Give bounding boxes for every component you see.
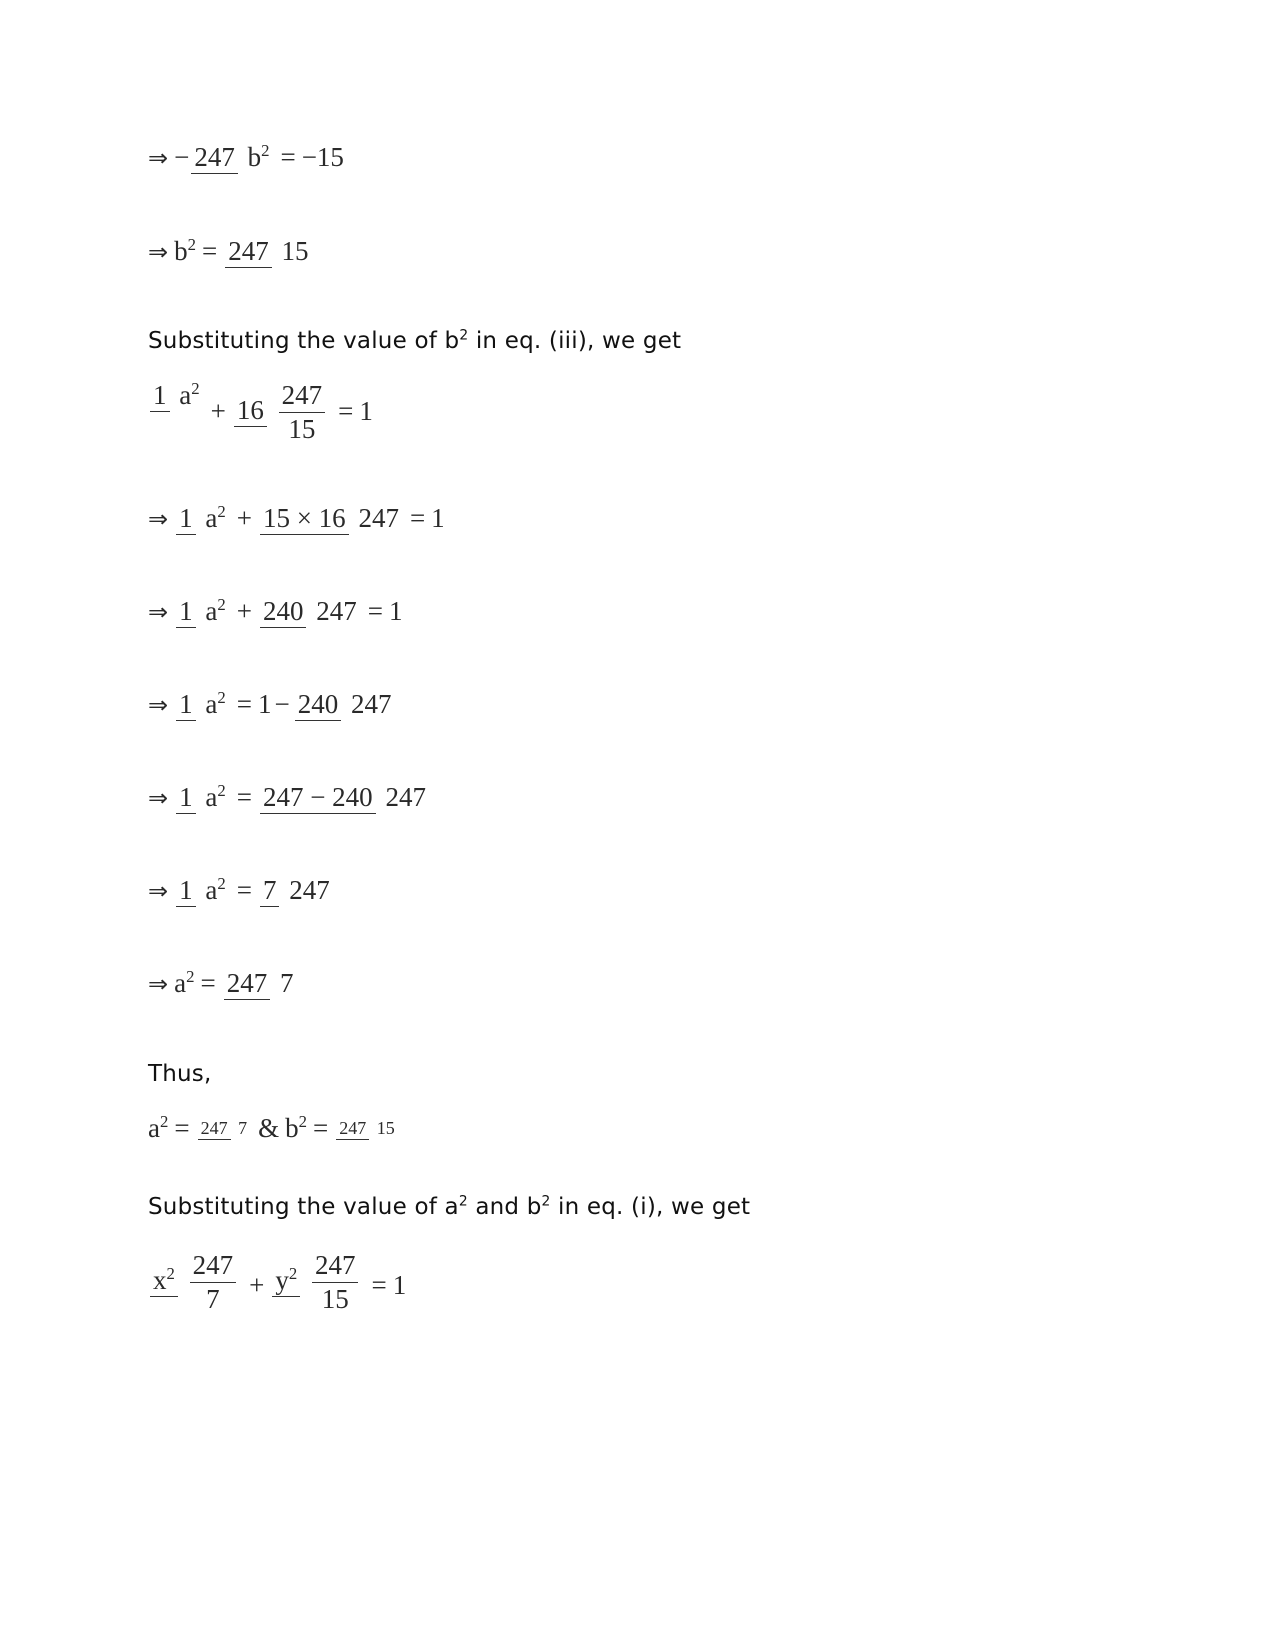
equals-sign: = (236, 782, 252, 813)
plus-sign: + (236, 596, 252, 627)
implies-symbol: ⇒ (148, 690, 169, 719)
denominator: 247 (316, 596, 357, 626)
denominator: 247 (358, 503, 399, 533)
compound-fraction (272, 1250, 363, 1315)
implies-symbol: ⇒ (148, 237, 169, 266)
numerator: 247 (191, 142, 238, 174)
denominator: $a^2$ (179, 379, 200, 410)
implies-symbol: ⇒ (148, 969, 169, 998)
variable: $b^2$ (174, 235, 196, 267)
equation-line-7 (148, 782, 431, 813)
fraction (176, 875, 229, 906)
equation-line-9 (148, 968, 298, 999)
fraction (260, 503, 402, 534)
equals-sign: = (409, 503, 426, 534)
denominator: 247 (289, 875, 330, 905)
equation-line-2 (148, 236, 313, 267)
fraction (150, 380, 203, 411)
fraction (260, 875, 333, 906)
numerator: 247 (336, 1118, 369, 1140)
rhs-value: −15 (301, 142, 344, 173)
paragraph-thus: Thus, (148, 1061, 212, 1087)
fraction (191, 142, 272, 173)
one-value: 1 (257, 689, 272, 720)
fraction (336, 1118, 398, 1139)
denominator: 247 (385, 782, 426, 812)
plus-sign: + (210, 396, 226, 426)
numerator: 247 (224, 968, 271, 1000)
denominator: $a^2$ (205, 874, 226, 905)
implies-symbol: ⇒ (148, 597, 169, 626)
rhs-value: 1 (431, 503, 445, 534)
inner-numerator: 247 (279, 380, 326, 413)
implies-symbol: ⇒ (148, 783, 169, 812)
denominator: $b^2$ (247, 141, 270, 172)
equation-line-4 (148, 503, 445, 534)
denominator: 247 (350, 689, 392, 719)
paragraph-substituting-b2: Substituting the value of $b^2$ in eq. (iii), we get (148, 327, 682, 354)
inner-fraction (190, 1250, 237, 1315)
rhs-value: 1 (359, 396, 373, 426)
equals-sign: = (200, 968, 216, 999)
numerator: $y^2$ (272, 1265, 300, 1297)
inner-denominator: 15 (288, 414, 316, 445)
denominator: $a^2$ (205, 595, 226, 626)
denominator (307, 1250, 364, 1315)
fraction (176, 689, 229, 720)
numerator: 247 − 240 (260, 782, 376, 814)
numerator: 1 (176, 689, 196, 721)
plus-sign: + (249, 1270, 265, 1300)
equation-line-3 (148, 380, 373, 445)
equals-sign: = (371, 1270, 387, 1300)
numerator: 1 (176, 875, 196, 907)
numerator: 1 (176, 503, 196, 535)
fraction (224, 968, 297, 999)
fraction (260, 596, 360, 627)
inner-numerator: 247 (312, 1250, 359, 1283)
denominator: $a^2$ (205, 502, 226, 533)
compound-fraction (150, 1250, 241, 1315)
implies-symbol: ⇒ (148, 143, 169, 172)
numerator: 240 (295, 689, 342, 721)
inner-denominator: 7 (206, 1284, 220, 1315)
rhs-value: 1 (388, 596, 403, 627)
equals-sign: = (201, 236, 218, 267)
denominator: 15 (376, 1118, 395, 1138)
equation-line-6 (148, 689, 396, 720)
inner-numerator: 247 (190, 1250, 237, 1283)
numerator: $x^2$ (150, 1265, 178, 1297)
numerator: 1 (176, 596, 196, 628)
denominator (185, 1250, 242, 1315)
equals-sign: = (280, 142, 296, 173)
paragraph-substituting-a2-b2: Substituting the value of $a^2$ and $b^2$ in eq. (i), we get (148, 1193, 751, 1220)
equation-line-1 (148, 142, 344, 173)
numerator: 247 (198, 1118, 231, 1140)
fraction (176, 782, 229, 813)
denominator: 7 (238, 1118, 248, 1138)
fraction (176, 503, 229, 534)
numerator: 247 (225, 236, 272, 268)
equals-sign: = (174, 1113, 190, 1143)
numerator: 16 (234, 395, 267, 427)
ampersand: & (258, 1113, 280, 1143)
minus-sign: − (174, 142, 190, 173)
equals-sign: = (236, 689, 252, 720)
implies-symbol: ⇒ (148, 876, 169, 905)
compound-fraction (234, 380, 330, 445)
variable-b2: $b^2$ (285, 1112, 307, 1143)
numerator: 240 (260, 596, 307, 628)
denominator (274, 380, 331, 445)
equation-line-10 (148, 1113, 400, 1144)
equation-line-5 (148, 596, 402, 627)
variable-a2: $a^2$ (148, 1112, 169, 1143)
equals-sign: = (312, 1113, 329, 1143)
fraction (260, 782, 429, 813)
denominator: 7 (279, 968, 294, 998)
numerator: 7 (260, 875, 280, 907)
denominator: 15 (281, 236, 309, 266)
fraction (176, 596, 229, 627)
denominator: $a^2$ (205, 781, 226, 812)
fraction (198, 1118, 251, 1139)
equals-sign: = (236, 875, 252, 906)
equation-line-8 (148, 875, 335, 906)
plus-sign: + (236, 503, 252, 534)
inner-fraction (279, 380, 326, 445)
inner-fraction (312, 1250, 359, 1315)
denominator: $a^2$ (205, 688, 226, 719)
minus-sign: − (274, 689, 290, 720)
equation-line-11 (148, 1250, 406, 1315)
variable: $a^2$ (174, 967, 195, 999)
numerator: 1 (150, 380, 170, 412)
equals-sign: = (367, 596, 383, 627)
equals-sign: = (338, 396, 354, 426)
numerator: 15 × 16 (260, 503, 349, 535)
inner-denominator: 15 (321, 1284, 349, 1315)
fraction (225, 236, 311, 267)
rhs-value: 1 (392, 1270, 407, 1300)
numerator: 1 (176, 782, 196, 814)
implies-symbol: ⇒ (148, 504, 169, 533)
fraction (295, 689, 395, 720)
